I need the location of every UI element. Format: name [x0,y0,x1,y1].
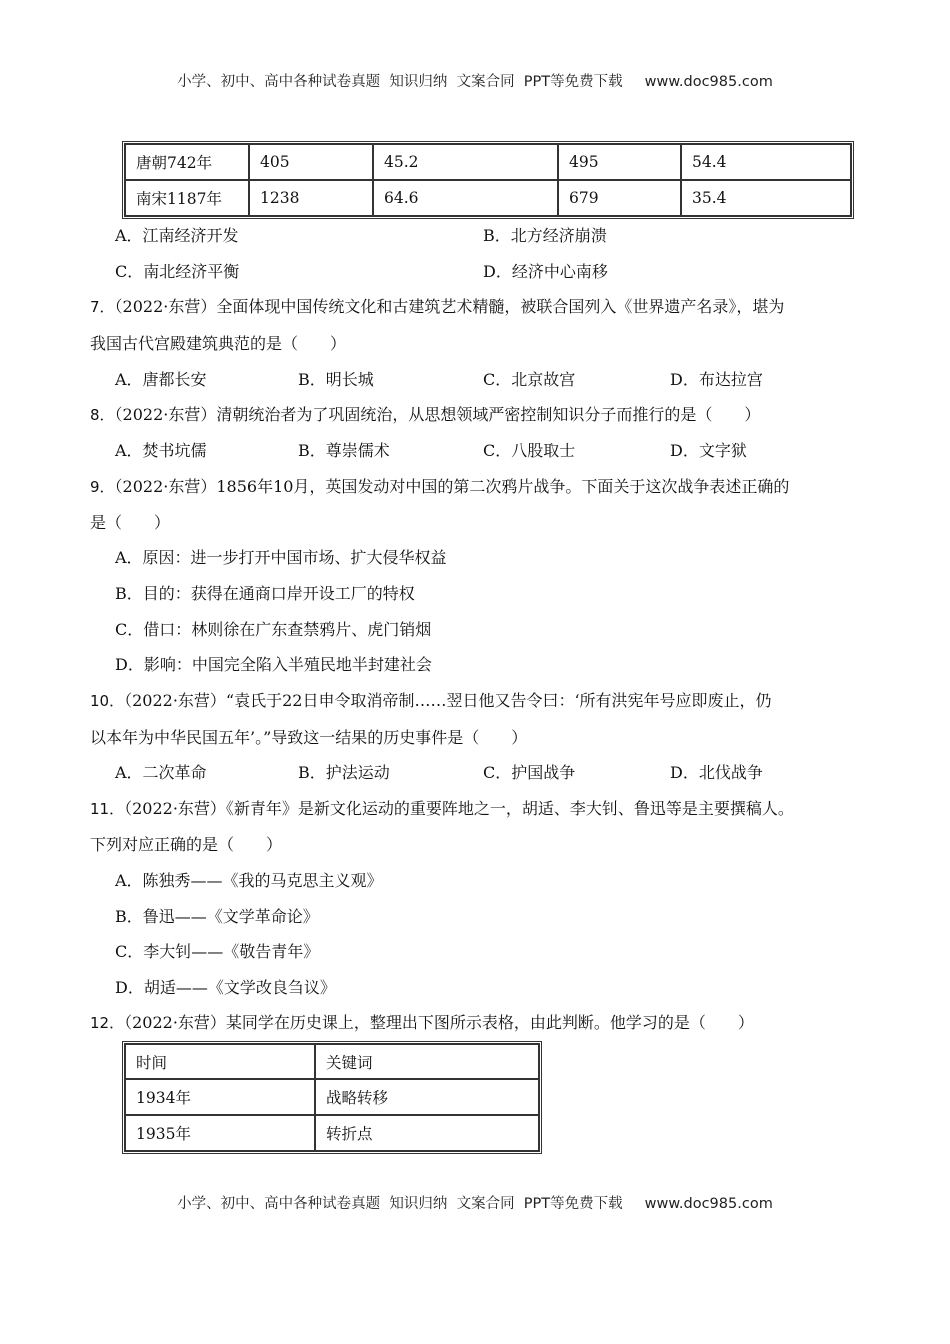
q11-option-a[interactable]: A．陈独秀——《我的马克思主义观》 [115,871,383,890]
q7-option-c[interactable]: C．北京故宫 [483,370,576,389]
q9-option-b[interactable]: B．目的：获得在通商口岸开设工厂的特权 [115,584,415,603]
q8-number: 8． [90,406,115,424]
q9-line1: （2022·东营）1856年10月，英国发动对中国的第二次鸦片战争。下面关于这次战争表述正确的 [114,477,790,496]
q11-number: 11． [90,800,125,818]
q11-line1: （2022·东营）《新青年》是新文化运动的重要阵地之一，胡适、李大钊、鲁迅等是主要撰稿人。 [124,799,794,818]
q10-number: 10． [90,692,125,710]
table-cell: 时间 [125,1044,315,1079]
q6-option-c[interactable]: C．南北经济平衡 [115,262,240,281]
q9-option-c[interactable]: C．借口：林则徐在广东查禁鸦片、虎门销烟 [115,620,432,639]
q7-option-b[interactable]: B．明长城 [298,370,374,389]
q7-option-a[interactable]: A．唐都长安 [115,370,207,389]
table-row [125,1115,539,1151]
table-cell: 35.4 [681,180,851,216]
table-cell: 1238 [249,180,373,216]
q7-stem [90,294,784,317]
q11-stem [90,796,794,819]
q11-option-d[interactable]: D．胡适——《文学改良刍议》 [115,978,336,997]
header-text: 小学、初中、高中各种试卷真题 知识归纳 文案合同 PPT等免费下载 [177,74,623,90]
q10-line1: （2022·东营）“袁氏于22日申令取消帝制……翌日他又告令曰：‘所有洪宪年号应即废止，仍 [124,691,772,710]
q8-option-d[interactable]: D．文字狱 [670,441,747,460]
q10-option-c[interactable]: C．护国战争 [483,763,576,782]
table-cell: 战略转移 [315,1079,539,1115]
q11-line2: 下列对应正确的是（ ） [90,835,283,854]
page-footer [0,1192,950,1213]
q12-stem [90,1010,754,1033]
table-cell: 南宋1187年 [125,180,249,216]
q9-line2: 是（ ） [90,513,171,532]
table-cell: 45.2 [373,144,558,180]
table-row [125,144,851,180]
table-cell: 54.4 [681,144,851,180]
table-cell: 405 [249,144,373,180]
q9-option-a[interactable]: A．原因：进一步打开中国市场、扩大侵华权益 [115,548,447,567]
q8-option-b[interactable]: B．尊崇儒术 [298,441,390,460]
q7-option-d[interactable]: D．布达拉宫 [670,370,763,389]
page-header [0,70,950,91]
keyword-table [122,1041,542,1154]
footer-text: 小学、初中、高中各种试卷真题 知识归纳 文案合同 PPT等免费下载 [177,1196,623,1212]
q10-option-b[interactable]: B．护法运动 [298,763,390,782]
q12-line1: （2022·东营）某同学在历史课上，整理出下图所示表格，由此判断。他学习的是（ ） [124,1013,754,1032]
table-cell: 679 [558,180,681,216]
q6-option-d[interactable]: D．经济中心南移 [483,262,608,281]
table-row [125,180,851,216]
q9-stem [90,474,789,497]
q7-line1: （2022·东营）全面体现中国传统文化和古建筑艺术精髓，被联合国列入《世界遗产名录》，堪为 [114,297,785,316]
q12-number: 12． [90,1014,125,1032]
table-cell: 转折点 [315,1115,539,1151]
q7-number: 7． [90,298,115,316]
table-row [125,1044,539,1079]
table-cell: 关键词 [315,1044,539,1079]
q10-option-d[interactable]: D．北伐战争 [670,763,763,782]
q9-option-d[interactable]: D．影响：中国完全陷入半殖民地半封建社会 [115,655,432,674]
q8-option-c[interactable]: C．八股取士 [483,441,576,460]
population-table [122,141,854,219]
table-row [125,1079,539,1115]
q10-stem [90,688,772,711]
q11-option-b[interactable]: B．鲁迅——《文学革命论》 [115,907,319,926]
q9-number: 9． [90,478,115,496]
q10-line2: 以本年为中华民国五年’。”导致这一结果的历史事件是（ ） [90,728,528,747]
table-cell: 1935年 [125,1115,315,1151]
header-site: www.doc985.com [644,74,773,90]
table-cell: 唐朝742年 [125,144,249,180]
table-cell: 495 [558,144,681,180]
q7-line2: 我国古代宫殿建筑典范的是（ ） [90,334,347,353]
table-cell: 64.6 [373,180,558,216]
q6-option-b[interactable]: B．北方经济崩溃 [483,226,607,245]
q8-stem [90,402,760,425]
footer-site: www.doc985.com [644,1196,773,1212]
q10-option-a[interactable]: A．二次革命 [115,763,207,782]
table-cell: 1934年 [125,1079,315,1115]
q11-option-c[interactable]: C．李大钊——《敬告青年》 [115,942,320,961]
q6-option-a[interactable]: A．江南经济开发 [115,226,239,245]
q8-line1: （2022·东营）清朝统治者为了巩固统治，从思想领域严密控制知识分子而推行的是（ ） [114,405,761,424]
q8-option-a[interactable]: A．焚书坑儒 [115,441,207,460]
